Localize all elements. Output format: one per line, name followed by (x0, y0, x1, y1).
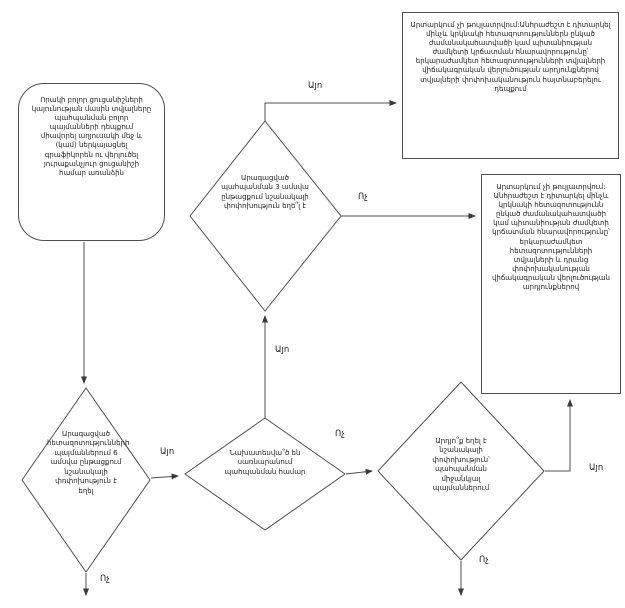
edge-label-intermediate-yes: Այո (589, 463, 604, 473)
edge-label-refrigerator-no: Ոչ (335, 429, 345, 439)
decision-intermediate-text: Արդյո՞ք եղել է նշանակալի փոփոխություն՝ պահպանման միջանկյալ պայմաններում (432, 437, 490, 493)
outcome-no-extrapolation-variability-text: Արտարկում չի թույլատրվում:Անհրաժեշտ է դիտարկել մինչև կրկնակի հետազոտություններն ընկած ժամանակահատվածի կամ պիտանիության ժամկետի կրճատման հնարավորությունը՝ երկարաժամկետ հետազոտությունների տվյալների վիճակագրական վերլուծության արդյունքներով տվյալների փոփոխականություն հայտնաբերելու դեպքում (410, 21, 611, 93)
arrow-refrigerator-no-to-intermediate (346, 471, 372, 474)
edge-label-3m-yes: Այո (308, 81, 323, 91)
decision-accelerated-6m-text: Արագացված հետազոտությունների պայմաններում 6 ամսվա ընթացքում նշանակալի փոփոխություն է եղել (47, 430, 130, 495)
edge-label-6m-no: Ոչ (100, 574, 110, 584)
edge-label-6m-yes: Այո (160, 447, 175, 457)
arrow-intermediate-yes-to-right-outcome (545, 400, 570, 471)
edge-label-intermediate-no: Ոչ (479, 555, 489, 565)
edge-label-refrigerator-yes: Այո (275, 345, 290, 355)
edge-label-3m-no: Ոչ (358, 192, 368, 202)
start-node-text: Որակի բոլոր ցուցանիշների կայունության մասին տվյալները պահպանման բոլոր պայմանների դեպքում միավորել աղյուսակի մեջ և (կամ) ներկայացնել գրաֆիկորեն ու վերլուծել յուրաքանչյուր ցուցանիշի համար առանձին (31, 96, 152, 177)
decision-accelerated-3m-diamond (190, 121, 341, 311)
arrow-3m-yes-to-top-outcome (265, 103, 396, 121)
outcome-no-extrapolation-statistical-text: Արտարկում չի թույլատրվում: Անհրաժեշտ է դիտարկել մինչև կրկնակի հետազոտությունն ընկած ժամանակահատվածի կամ պիտանիության ժամկետի կրճատման հնարավորությունը՝ երկարաժամկետ հետազոտությունների տվյալների և դրանց փոփոխականության վիճակագրական վերլուծության արդյունքներով (492, 183, 610, 292)
decision-refrigerator-text: Նախատեսվա՞ծ են սառնարանում պահպանման համար (224, 449, 306, 476)
arrow-6m-to-refrigerator (151, 476, 178, 478)
decision-accelerated-3m-text: Արագացված պահպանման 3 ամսվա ընթացքում նշանակալի փոփոխություն եղե՞լ է (221, 174, 309, 211)
